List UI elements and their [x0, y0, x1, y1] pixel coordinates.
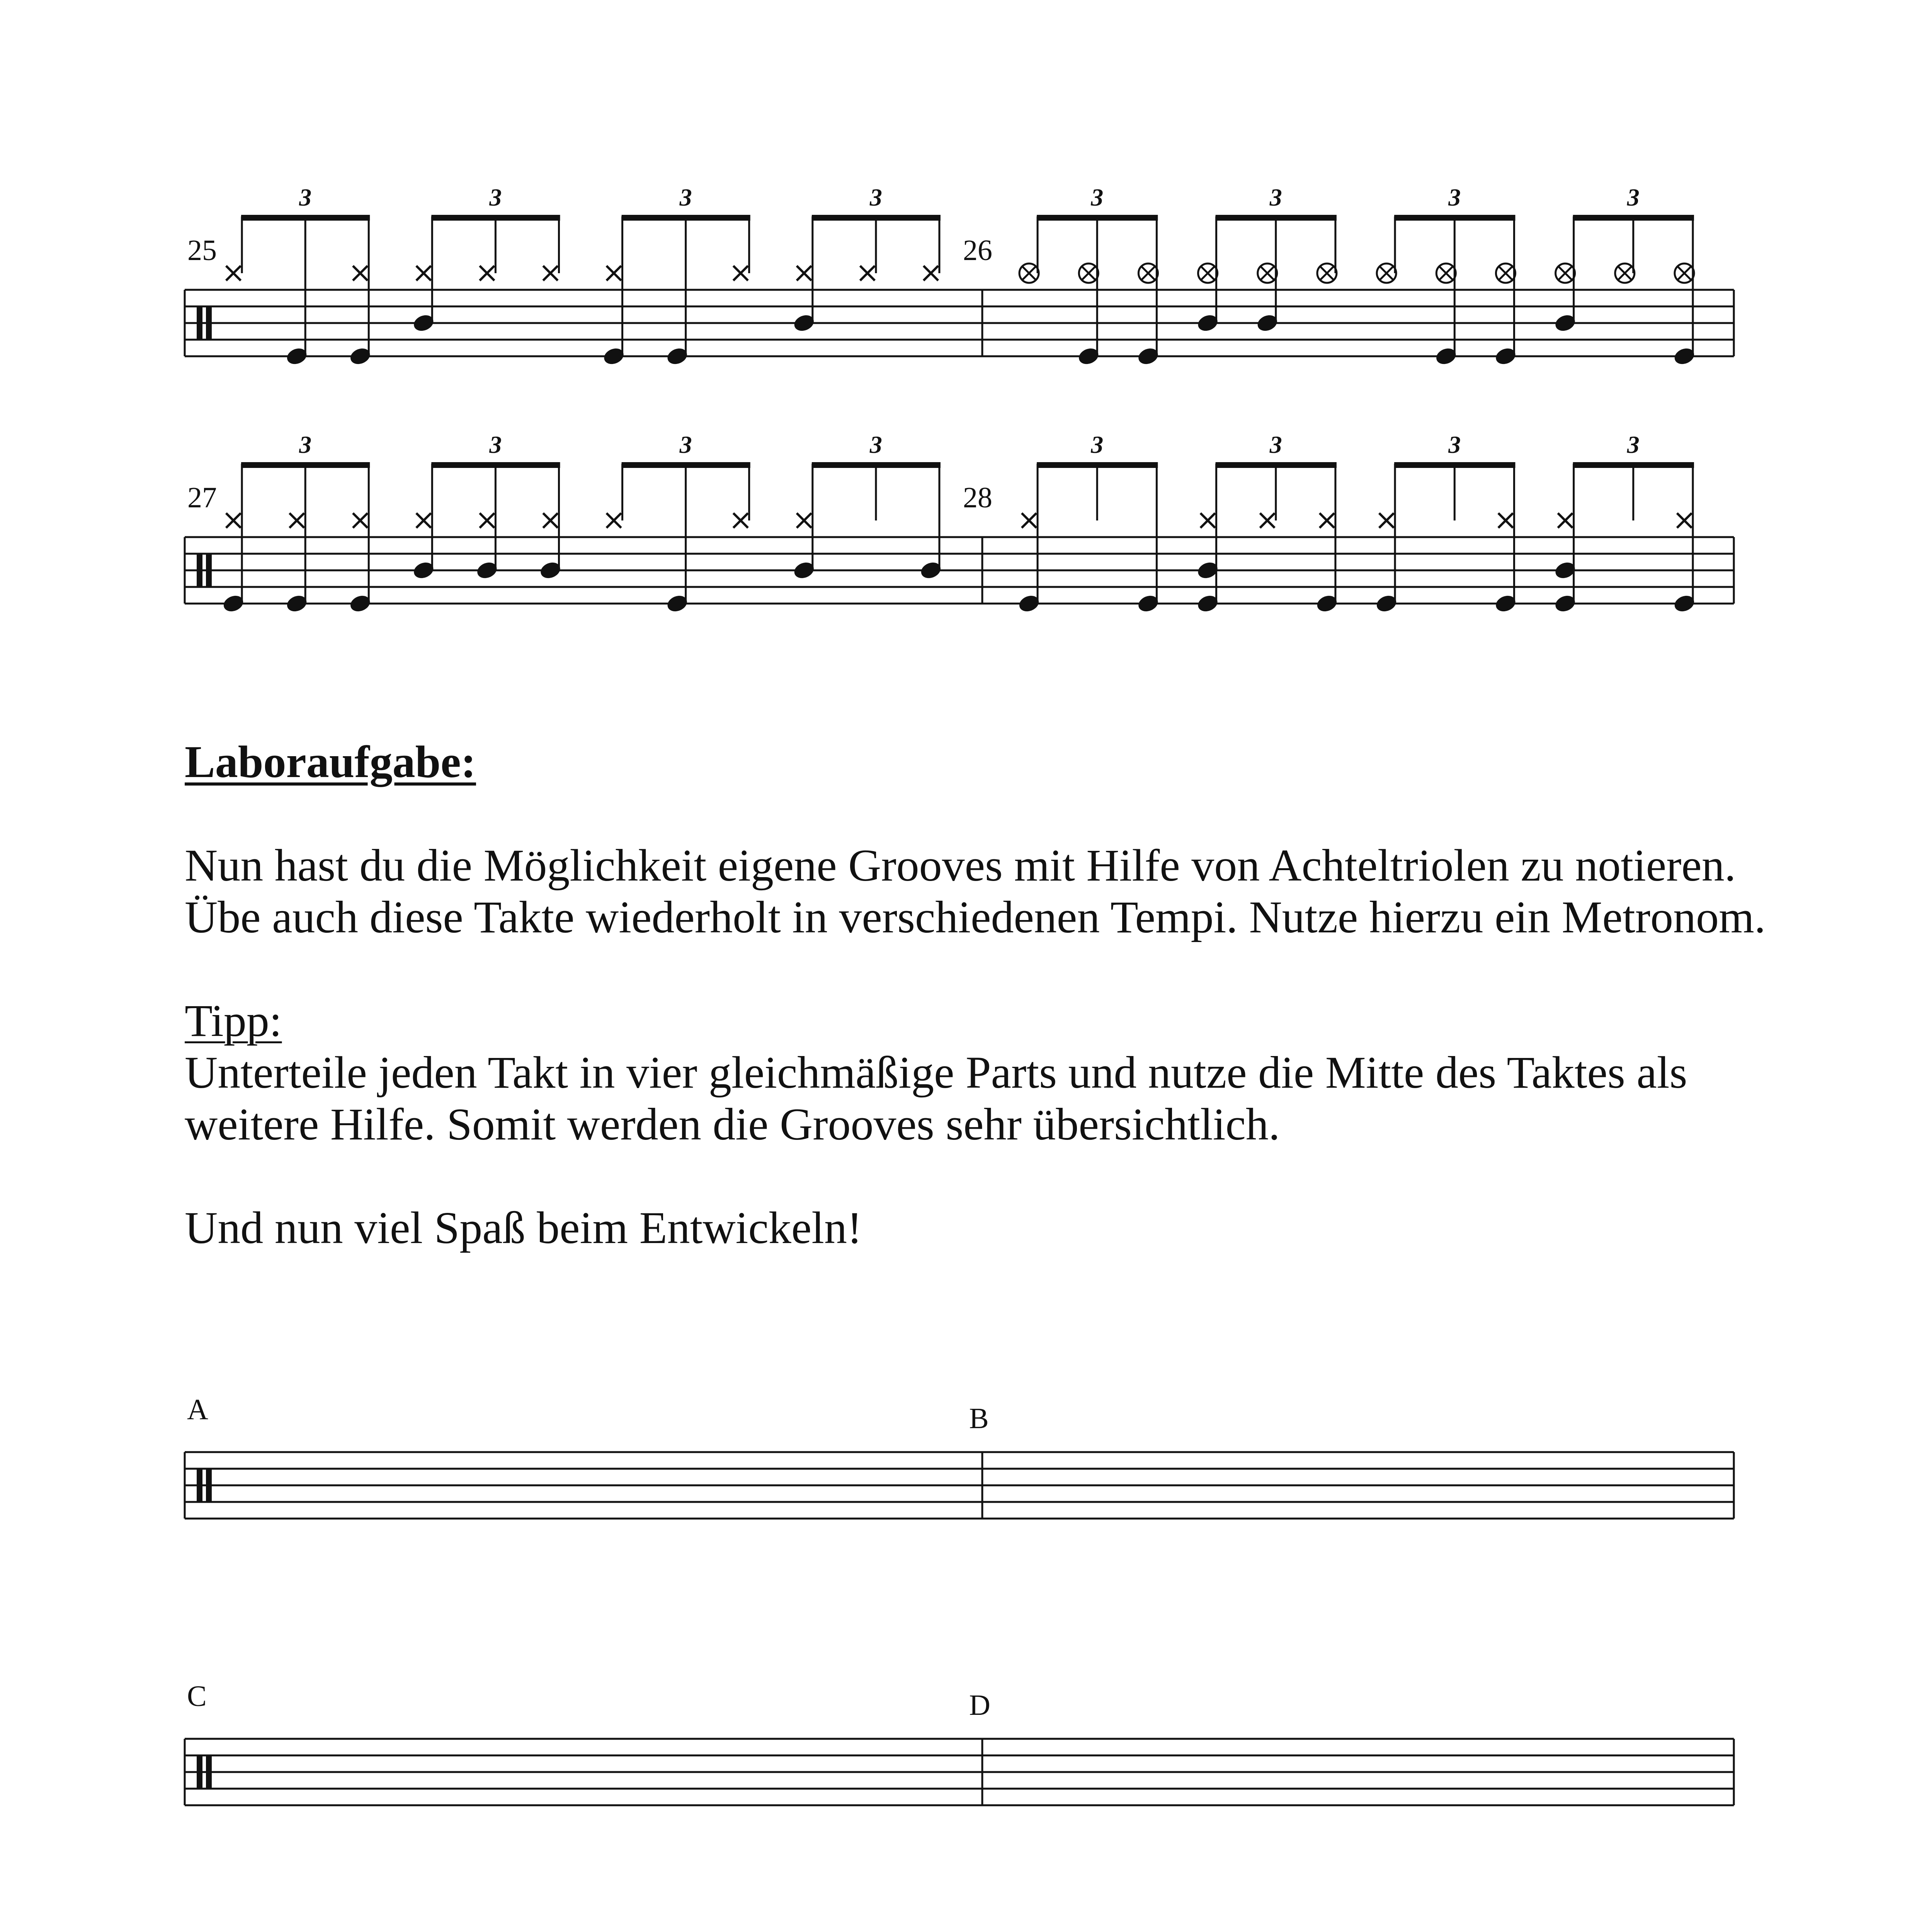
percussion-clef: [206, 306, 212, 340]
measure-number: 28: [963, 481, 992, 514]
beam: [431, 215, 560, 221]
hihat-notehead: [480, 513, 494, 528]
measure-number: 25: [187, 234, 217, 267]
percussion-clef: [206, 1755, 212, 1789]
percussion-clef: [206, 554, 212, 587]
beam: [812, 462, 941, 468]
heading-laboraufgabe: Laboraufgabe:: [185, 736, 476, 787]
hihat-notehead: [924, 266, 938, 281]
measure-number: 26: [963, 234, 992, 267]
beam: [1216, 462, 1337, 468]
tip-line-2: weitere Hilfe. Somit werden die Grooves sehr übersichtlich.: [185, 1099, 1280, 1150]
hihat-notehead: [416, 266, 431, 281]
hihat-notehead: [416, 513, 431, 528]
triplet-number: 3: [679, 431, 692, 458]
hihat-notehead: [860, 266, 875, 281]
tip-line-1: Unterteile jeden Takt in vier gleichmäßige Parts und nutze die Mitte des Taktes als: [185, 1047, 1687, 1098]
hihat-notehead: [1677, 513, 1692, 528]
hihat-notehead: [289, 513, 304, 528]
open-hihat-cross: [1559, 267, 1572, 280]
staff: [185, 1739, 1734, 1805]
hihat-notehead: [543, 513, 558, 528]
staff: [185, 1452, 1734, 1519]
measure-number: 27: [187, 481, 217, 514]
beam: [1394, 462, 1515, 468]
paragraph-line-1: Nun hast du die Möglichkeit eigene Grooves mit Hilfe von Achteltriolen zu notieren.: [185, 840, 1736, 891]
beam: [1037, 462, 1158, 468]
hihat-notehead: [353, 513, 367, 528]
open-hihat-cross: [1141, 267, 1155, 280]
practice-label: D: [969, 1689, 990, 1721]
hihat-notehead: [226, 266, 241, 281]
beam: [1394, 215, 1515, 221]
triplet-number: 3: [1269, 431, 1282, 458]
tip-label: Tipp:: [185, 995, 282, 1046]
open-hihat-cross: [1618, 267, 1631, 280]
hihat-notehead: [1320, 513, 1334, 528]
hihat-notehead: [1558, 513, 1573, 528]
beam: [622, 462, 750, 468]
open-hihat-cross: [1022, 267, 1036, 280]
triplet-number: 3: [1627, 431, 1640, 458]
triplet-number: 3: [1269, 184, 1282, 211]
hihat-notehead: [607, 513, 621, 528]
triplet-number: 3: [299, 184, 312, 211]
percussion-clef: [197, 1469, 202, 1502]
hihat-notehead: [226, 513, 241, 528]
hihat-notehead: [1379, 513, 1394, 528]
hihat-notehead: [797, 513, 811, 528]
hihat-notehead: [543, 266, 558, 281]
triplet-number: 3: [489, 431, 502, 458]
hihat-notehead: [1022, 513, 1036, 528]
hihat-notehead: [1201, 513, 1215, 528]
beam: [1573, 462, 1694, 468]
hihat-notehead: [1260, 513, 1275, 528]
percussion-clef: [197, 1755, 202, 1789]
beam: [622, 215, 750, 221]
open-hihat-cross: [1261, 267, 1274, 280]
triplet-number: 3: [1091, 184, 1104, 211]
triplet-number: 3: [869, 431, 882, 458]
percussion-clef: [197, 554, 202, 587]
closing-line: Und nun viel Spaß beim Entwickeln!: [185, 1202, 862, 1253]
triplet-number: 3: [299, 431, 312, 458]
triplet-number: 3: [1627, 184, 1640, 211]
open-hihat-cross: [1678, 267, 1691, 280]
triplet-number: 3: [869, 184, 882, 211]
practice-label: A: [187, 1393, 208, 1426]
beam: [1573, 215, 1694, 221]
hihat-notehead: [607, 266, 621, 281]
open-hihat-cross: [1201, 267, 1214, 280]
hihat-notehead: [797, 266, 811, 281]
triplet-number: 3: [679, 184, 692, 211]
text-section: [185, 736, 1846, 1254]
hihat-notehead: [733, 513, 748, 528]
triplet-number: 3: [1448, 184, 1461, 211]
beam: [1037, 215, 1158, 221]
triplet-number: 3: [489, 184, 502, 211]
beam: [241, 215, 370, 221]
open-hihat-cross: [1320, 267, 1334, 280]
open-hihat-cross: [1082, 267, 1095, 280]
hihat-notehead: [480, 266, 494, 281]
practice-label: B: [969, 1402, 989, 1435]
beam: [812, 215, 941, 221]
paragraph-line-2: Übe auch diese Takte wiederholt in verschiedenen Tempi. Nutze hierzu ein Metronom.: [185, 892, 1766, 942]
percussion-clef: [206, 1469, 212, 1502]
hihat-notehead: [1498, 513, 1513, 528]
open-hihat-cross: [1380, 267, 1393, 280]
beam: [241, 462, 370, 468]
open-hihat-cross: [1499, 267, 1512, 280]
open-hihat-cross: [1439, 267, 1453, 280]
beam: [1216, 215, 1337, 221]
triplet-number: 3: [1091, 431, 1104, 458]
hihat-notehead: [733, 266, 748, 281]
triplet-number: 3: [1448, 431, 1461, 458]
beam: [431, 462, 560, 468]
hihat-notehead: [353, 266, 367, 281]
percussion-clef: [197, 306, 202, 340]
practice-label: C: [187, 1680, 207, 1713]
